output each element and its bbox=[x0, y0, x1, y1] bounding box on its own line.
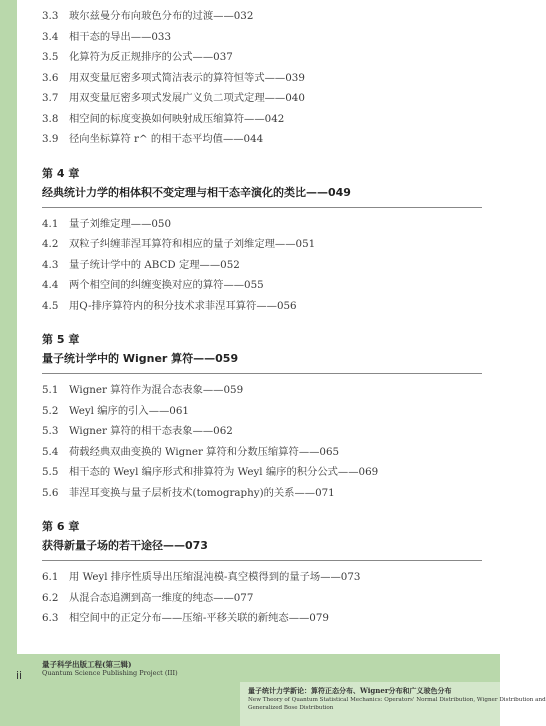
toc-entry[interactable] bbox=[42, 234, 482, 255]
section-title: 从混合态追溯到高一维度的纯态——077 bbox=[69, 591, 254, 604]
toc-entry[interactable] bbox=[42, 27, 482, 48]
section-title: 化算符为反正规排序的公式——037 bbox=[69, 51, 233, 63]
section-number: 3.5 bbox=[42, 51, 59, 63]
page-number: ii bbox=[16, 669, 23, 682]
toc-entry[interactable] bbox=[42, 255, 482, 276]
section-number: 6.2 bbox=[42, 591, 59, 604]
chapter3-section-list bbox=[42, 6, 482, 150]
section-title: Weyl 编序的引入——061 bbox=[69, 404, 189, 417]
section-number: 4.3 bbox=[42, 258, 59, 271]
section-title: 量子统计学中的 ABCD 定理——052 bbox=[69, 258, 240, 271]
section-number: 3.6 bbox=[42, 71, 59, 84]
section-number: 4.5 bbox=[42, 299, 59, 312]
section-title: 双粒子纠缠菲涅耳算符和相应的量子刘维定理——051 bbox=[69, 238, 316, 250]
section-title: 相干态的 Weyl 编序形式和排算符为 Weyl 编序的积分公式——069 bbox=[69, 466, 379, 478]
toc-entry[interactable] bbox=[42, 401, 482, 422]
toc-entry[interactable] bbox=[42, 462, 482, 483]
section-title: 两个相空间的纠缠变换对应的算符——055 bbox=[69, 279, 264, 291]
section-number: 4.1 bbox=[42, 217, 59, 230]
section-title: 菲涅耳变换与量子层析技术(tomography)的关系——071 bbox=[69, 486, 335, 499]
toc-entry[interactable] bbox=[42, 588, 482, 609]
chapter5-section-list bbox=[42, 380, 482, 503]
chapter-title[interactable]: 经典统计力学的相体积不变定理与相干态辛演化的类比——049 bbox=[42, 183, 482, 208]
book-title-en-line1: New Theory of Quantum Statistical Mechanics: Operators' Normal Distribution, Wigner Distribution and bbox=[248, 697, 546, 703]
section-number: 4.2 bbox=[42, 238, 59, 250]
toc-entry[interactable] bbox=[42, 380, 482, 401]
chapter-number: 第 4 章 bbox=[42, 166, 80, 180]
section-title: 量子刘维定理——050 bbox=[69, 217, 172, 230]
section-title: 相空间中的正定分布——压缩-平移关联的新纯态——079 bbox=[69, 612, 329, 624]
section-number: 5.5 bbox=[42, 466, 59, 478]
section-number: 6.1 bbox=[42, 571, 59, 583]
section-number: 5.2 bbox=[42, 404, 59, 417]
section-title: 用Q-排序算符内的积分技术求菲涅耳算符——056 bbox=[69, 299, 297, 312]
toc-entry[interactable] bbox=[42, 421, 482, 442]
chapter-number: 第 5 章 bbox=[42, 333, 80, 346]
chapter-number: 第 6 章 bbox=[42, 520, 80, 533]
toc-content bbox=[42, 0, 482, 629]
section-number: 5.1 bbox=[42, 384, 59, 396]
toc-entry[interactable] bbox=[42, 214, 482, 235]
section-title: 玻尔兹曼分布向玻色分布的过渡——032 bbox=[69, 10, 254, 22]
section-number: 4.4 bbox=[42, 279, 59, 291]
section-title: 用双变量厄密多项式简洁表示的算符恒等式——039 bbox=[69, 71, 305, 84]
toc-entry[interactable] bbox=[42, 275, 482, 296]
section-title: 用 Weyl 排序性质导出压缩混沌模-真空模得到的量子场——073 bbox=[69, 571, 361, 583]
section-number: 5.6 bbox=[42, 486, 59, 499]
toc-entry[interactable] bbox=[42, 567, 482, 588]
section-title: 相空间的标度变换如何映射成压缩算符——042 bbox=[69, 112, 285, 125]
section-number: 3.3 bbox=[42, 10, 59, 22]
section-number: 3.4 bbox=[42, 30, 59, 43]
section-title: 用双变量厄密多项式发展广义负二项式定理——040 bbox=[69, 92, 305, 104]
toc-entry[interactable] bbox=[42, 47, 482, 68]
toc-entry[interactable] bbox=[42, 483, 482, 504]
book-title-en-line2: Generalized Bose Distribution bbox=[248, 705, 334, 711]
toc-entry[interactable] bbox=[42, 442, 482, 463]
section-number: 5.4 bbox=[42, 445, 59, 458]
section-title: 径向坐标算符 r^ 的相干态平均值——044 bbox=[69, 133, 264, 145]
section-number: 3.8 bbox=[42, 112, 59, 125]
toc-entry[interactable] bbox=[42, 109, 482, 130]
chapter-title[interactable]: 获得新量子场的若干途径——073 bbox=[42, 536, 482, 561]
chapter6-section-list bbox=[42, 567, 482, 629]
left-green-stripe bbox=[0, 0, 17, 726]
series-title-en: Quantum Science Publishing Project (III) bbox=[42, 669, 178, 677]
toc-entry[interactable] bbox=[42, 6, 482, 27]
section-number: 5.3 bbox=[42, 425, 59, 437]
toc-entry[interactable] bbox=[42, 129, 482, 150]
toc-entry[interactable] bbox=[42, 608, 482, 629]
chapter-title[interactable]: 量子统计学中的 Wigner 算符——059 bbox=[42, 349, 482, 374]
section-title: Wigner 算符作为混合态表象——059 bbox=[69, 384, 244, 396]
section-title: Wigner 算符的相干态表象——062 bbox=[69, 425, 233, 437]
book-title-zh: 量子统计力学新论：算符正态分布、Wigner分布和广义玻色分布 bbox=[248, 686, 452, 695]
section-title: 荷载经典双曲变换的 Wigner 算符和分数压缩算符——065 bbox=[69, 445, 340, 458]
series-title-zh: 量子科学出版工程(第三辑) bbox=[42, 660, 132, 669]
toc-entry[interactable] bbox=[42, 296, 482, 317]
section-title: 相干态的导出——033 bbox=[69, 30, 172, 43]
toc-entry[interactable] bbox=[42, 88, 482, 109]
toc-entry[interactable] bbox=[42, 68, 482, 89]
section-number: 6.3 bbox=[42, 612, 59, 624]
chapter4-section-list bbox=[42, 214, 482, 317]
section-number: 3.7 bbox=[42, 92, 59, 104]
section-number: 3.9 bbox=[42, 133, 59, 145]
